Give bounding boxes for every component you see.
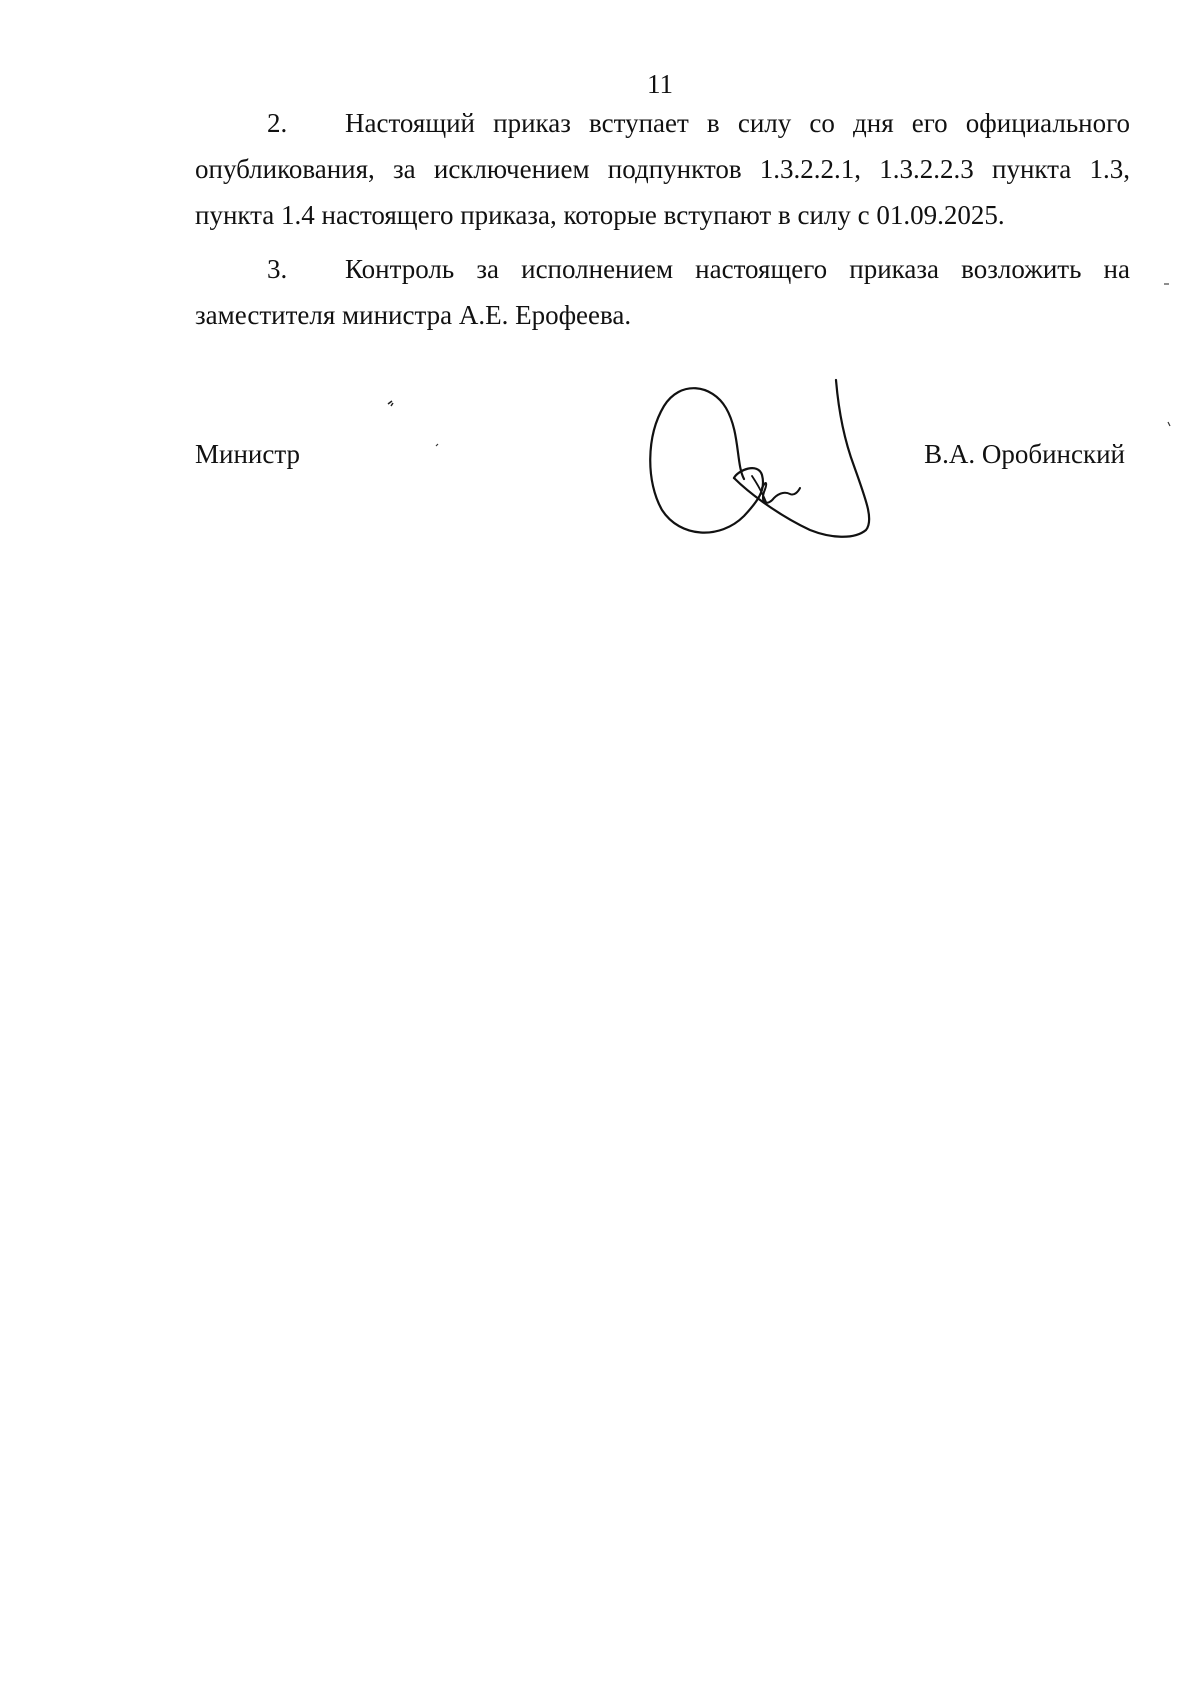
clause-line: [195, 100, 1130, 146]
clause-line: заместителя министра А.Е. Ерофеева.: [195, 300, 632, 330]
scan-speck: [1166, 420, 1172, 428]
clause-number: 2.: [267, 108, 288, 138]
scan-speck: [434, 442, 440, 448]
clause-text: Настоящий приказ вступает в силу со дня его официального: [345, 108, 1130, 138]
clause-line: [195, 246, 1130, 292]
page-number: 11: [647, 69, 673, 99]
clause-line: опубликования, за исключением подпунктов 1.3.2.2.1, 1.3.2.2.3 пункта 1.3,: [195, 154, 1130, 184]
clause-line: пункта 1.4 настоящего приказа, которые вступают в силу с 01.09.2025.: [195, 200, 1005, 230]
clause-2: [195, 100, 1130, 238]
scan-speck: [1163, 282, 1171, 286]
clause-3: [195, 246, 1130, 338]
scan-speck: [386, 398, 396, 408]
clause-number: 3.: [267, 254, 288, 284]
clause-text: Контроль за исполнением настоящего приказа возложить на: [345, 254, 1130, 284]
signatory-name: В.А. Оробинский: [924, 439, 1125, 469]
signatory-title: Министр: [195, 439, 300, 469]
handwritten-signature: [640, 370, 900, 550]
